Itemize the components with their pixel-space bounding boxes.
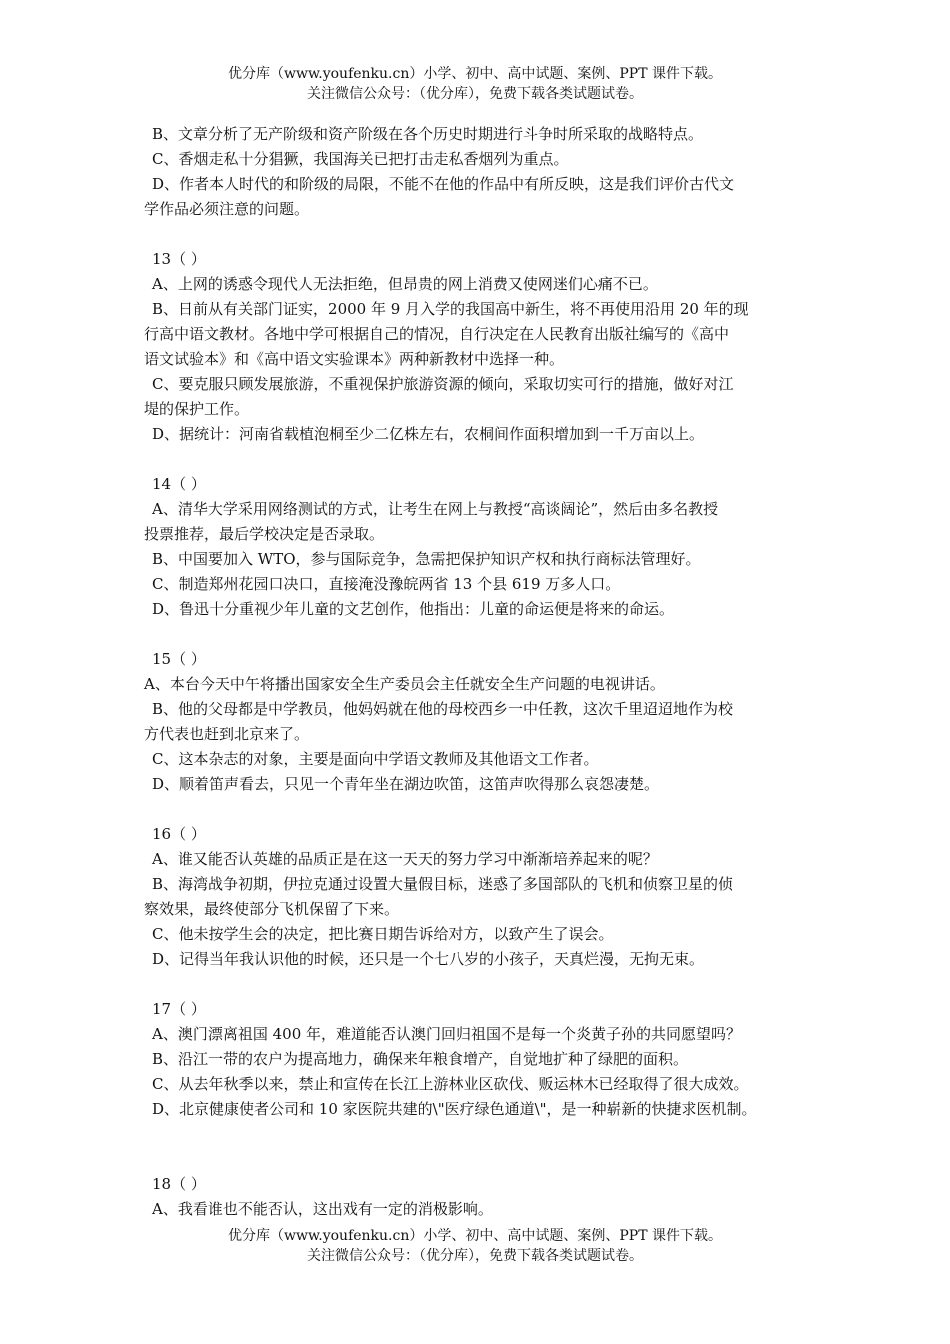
q17-option-c: C、从去年秋季以来，禁止和宣传在长江上游林业区砍伐、贩运林木已经取得了很大成效。 <box>152 1075 749 1093</box>
question-14-title: 14（ ） <box>152 475 206 493</box>
q13-option-c: C、要克服只顾发展旅游，不重视保护旅游资源的倾向，采取切实可行的措施，做好对江 <box>152 375 734 393</box>
q15-option-c: C、这本杂志的对象，主要是面向中学语文教师及其他语文工作者。 <box>152 750 599 768</box>
footer-line-1: 优分库（www.youfenku.cn）小学、初中、高中试题、案例、PPT 课件下载。 <box>227 1228 722 1244</box>
q16-option-d: D、记得当年我认识他的时候，还只是一个七八岁的小孩子，天真烂漫，无拘无束。 <box>152 950 705 968</box>
page-footer <box>0 1226 950 1266</box>
continuation-option-b: B、文章分析了无产阶级和资产阶级在各个历史时期进行斗争时所采取的战略特点。 <box>152 125 704 143</box>
question-13-title: 13（ ） <box>152 250 206 268</box>
q13-option-b: B、日前从有关部门证实，2000 年 9 月入学的我国高中新生，将不再使用沿用 20 年的现 <box>152 300 749 318</box>
q13-option-d: D、据统计：河南省载植泡桐至少二亿株左右，农桐间作面积增加到一千万亩以上。 <box>152 425 705 443</box>
q16-option-b-cont: 察效果，最终使部分飞机保留了下来。 <box>144 900 400 918</box>
q15-option-b-cont: 方代表也赶到北京来了。 <box>144 725 310 743</box>
footer-line-2: 关注微信公众号：（优分库），免费下载各类试题试卷。 <box>307 1248 643 1264</box>
continuation-option-d-cont: 学作品必须注意的问题。 <box>144 200 310 218</box>
page-header <box>0 64 950 104</box>
q15-option-b: B、他的父母都是中学教员，他妈妈就在他的母校西乡一中任教，这次千里迢迢地作为校 <box>152 700 734 718</box>
header-line-2: 关注微信公众号：（优分库），免费下载各类试题试卷。 <box>307 86 643 102</box>
q16-option-b: B、海湾战争初期，伊拉克通过设置大量假目标，迷惑了多国部队的飞机和侦察卫星的侦 <box>152 875 734 893</box>
continuation-option-c: C、香烟走私十分猖獗，我国海关已把打击走私香烟列为重点。 <box>152 150 569 168</box>
question-18-title: 18（ ） <box>152 1175 206 1193</box>
q17-option-b: B、沿江一带的农户为提高地力，确保来年粮食增产，自觉地扩种了绿肥的面积。 <box>152 1050 689 1068</box>
q14-option-a: A、清华大学采用网络测试的方式，让考生在网上与教授“高谈阔论”，然后由多名教授 <box>152 500 719 518</box>
q13-option-b-cont: 行高中语文教材。各地中学可根据自己的情况，自行决定在人民教育出版社编写的《高中 <box>144 325 730 343</box>
q15-option-d: D、顺着笛声看去，只见一个青年坐在湖边吹笛，这笛声吹得那么哀怨凄楚。 <box>152 775 660 793</box>
q17-option-d: D、北京健康使者公司和 10 家医院共建的\"医疗绿色通道\"，是一种崭新的快捷求医机制。 <box>152 1100 757 1118</box>
q14-option-b: B、中国要加入 WTO，参与国际竞争，急需把保护知识产权和执行商标法管理好。 <box>152 550 701 568</box>
q18-option-a: A、我看谁也不能否认，这出戏有一定的消极影响。 <box>152 1200 493 1218</box>
q13-option-c-cont: 堤的保护工作。 <box>144 400 250 418</box>
question-16-title: 16（ ） <box>152 825 206 843</box>
document-body <box>144 122 812 1222</box>
continuation-option-d: D、作者本人时代的和阶级的局限，不能不在他的作品中有所反映，这是我们评价古代文 <box>152 175 735 193</box>
q16-option-a: A、谁又能否认英雄的品质正是在这一天天的努力学习中渐渐培养起来的呢？ <box>152 850 658 868</box>
q14-option-a-cont: 投票推荐，最后学校决定是否录取。 <box>144 525 385 543</box>
q15-option-a: A、本台今天中午将播出国家安全生产委员会主任就安全生产问题的电视讲话。 <box>144 675 665 693</box>
q14-option-d: D、鲁迅十分重视少年儿童的文艺创作，他指出：儿童的命运便是将来的命运。 <box>152 600 675 618</box>
q14-option-c: C、制造郑州花园口决口，直接淹没豫皖两省 13 个县 619 万多人口。 <box>152 575 621 593</box>
q17-option-a: A、澳门漂离祖国 400 年，难道能否认澳门回归祖国不是每一个炎黄子孙的共同愿望吗？ <box>152 1025 742 1043</box>
question-17-title: 17（ ） <box>152 1000 206 1018</box>
q16-option-c: C、他未按学生会的决定，把比赛日期告诉给对方，以致产生了误会。 <box>152 925 614 943</box>
q13-option-a: A、上网的诱惑令现代人无法拒绝，但昂贵的网上消费又使网迷们心痛不已。 <box>152 275 658 293</box>
header-line-1: 优分库（www.youfenku.cn）小学、初中、高中试题、案例、PPT 课件下载。 <box>227 66 722 82</box>
question-15-title: 15（ ） <box>152 650 206 668</box>
q13-option-b-cont: 语文试验本》和《高中语文实验课本》两种新教材中选择一种。 <box>144 350 565 368</box>
